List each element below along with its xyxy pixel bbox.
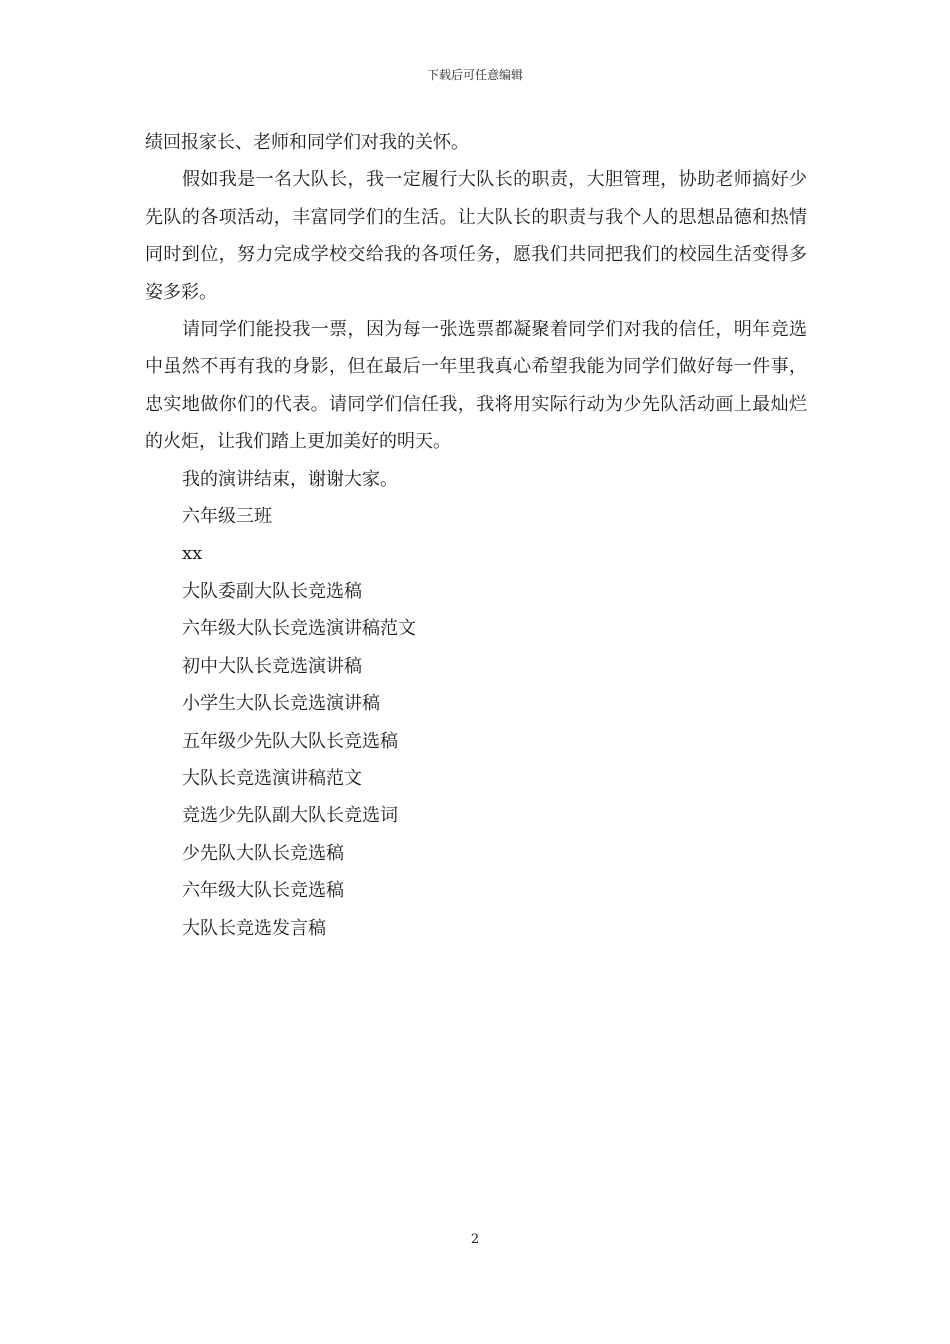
document-body <box>145 124 807 947</box>
related-title: 六年级大队长竞选稿 <box>182 880 344 902</box>
paragraph: 请同学们能投我一票，因为每一张选票都凝聚着同学们对我的信任，明年竞选中虽然不再有我的身影，但在最后一年里我真心希望我能为同学们做好每一件事，忠实地做你们的代表。请同学们信任我，我将用实际行动为少先队活动画上最灿烂的火炬，让我们踏上更加美好的明天。 <box>145 319 807 453</box>
signature-name: xx <box>182 543 203 565</box>
related-title: 大队长竞选演讲稿范文 <box>182 767 362 789</box>
paragraph-continuation: 绩回报家长、老师和同学们对我的关怀。 <box>145 132 469 153</box>
related-title: 初中大队长竞选演讲稿 <box>182 655 362 677</box>
closing-line: 我的演讲结束，谢谢大家。 <box>182 468 398 490</box>
related-title: 竞选少先队副大队长竞选词 <box>182 805 398 827</box>
related-title: 五年级少先队大队长竞选稿 <box>182 730 398 752</box>
page-header: 下载后可任意编辑 <box>426 68 523 82</box>
related-title: 少先队大队长竞选稿 <box>182 842 344 864</box>
related-title: 大队委副大队长竞选稿 <box>182 580 362 602</box>
paragraph: 假如我是一名大队长，我一定履行大队长的职责，大胆管理，协助老师搞好少先队的各项活动，丰富同学们的生活。让大队长的职责与我个人的思想品德和热情同时到位，努力完成学校交给我的各项任务，愿我们共同把我们的校园生活变得多姿多彩。 <box>145 169 807 303</box>
signature-class: 六年级三班 <box>182 506 272 528</box>
related-title: 小学生大队长竞选演讲稿 <box>182 693 380 715</box>
related-title: 大队长竞选发言稿 <box>182 917 326 939</box>
related-title: 六年级大队长竞选演讲稿范文 <box>182 618 416 640</box>
page-number: 2 <box>470 1232 480 1247</box>
